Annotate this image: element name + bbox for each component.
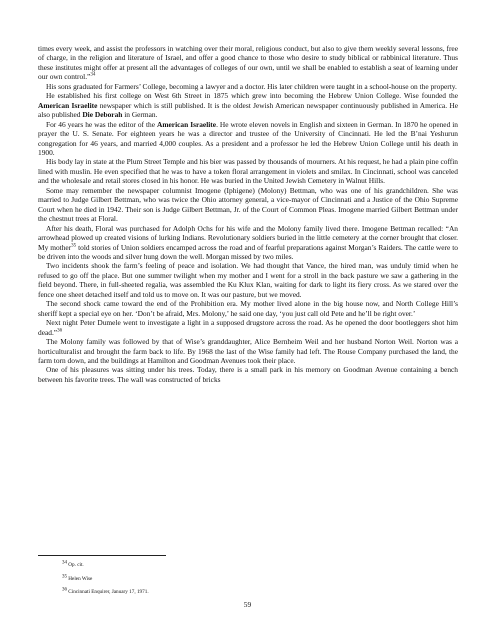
text-run: He established his first college on West 6th Street in 1875 which grew into becoming the Hebrew Union College. Wise founded the — [46, 91, 458, 101]
footnote-text: Helen Wise — [67, 575, 93, 582]
footnote-text: Cincinnati Enquirer, January 17, 1971. — [67, 589, 149, 595]
paragraph — [38, 120, 458, 158]
paragraph — [38, 224, 458, 262]
footnote-number: 36 — [62, 587, 67, 593]
page-number: 59 — [243, 600, 252, 609]
footnote-reference: 36 — [57, 328, 63, 334]
text-run: The Molony family was followed by that of Wise’s granddaughter, Alice Bernheim Weil and her husband Norton Weil. Norton was a horticulturalist and brought the farm back to life. By 1968 the last of the Wise family had left. The Rouse Company purchased the land, the farm torn down, and the buildings at Hamilton and Goodman Avenues took their place. — [38, 337, 458, 365]
text-run: For 46 years he was the editor of the — [46, 119, 158, 129]
footnote — [62, 573, 362, 582]
footnotes — [62, 562, 362, 603]
paragraph — [38, 318, 458, 337]
text-run: told stories of Union soldiers encamped across the road and of fearful preparations against Morgan’s Raiders. The cattle were to be driven into the woods and silver hung down the well. Morgan missed by two miles. — [38, 242, 458, 261]
text-run: newspaper which is still published. It is the oldest Jewish American newspaper continuously published in America. He also published — [38, 100, 458, 120]
footnote — [62, 562, 362, 568]
paragraph — [38, 365, 458, 384]
text-run: One of his pleasures was sitting under his trees. Today, there is a small park in his memory on Goodman Avenue containing a bench between his favorite trees. The wall was constructed of bricks — [38, 365, 458, 384]
paragraph — [38, 299, 458, 318]
text-run: His body lay in state at the Plum Street Temple and his bier was passed by thousands of mourners. At his request, he had a plain pine coffin lined with muslin. He even specified that he was to have a token floral arrangement in violets and smilax. In Cincinnati, school was canceled and the wholesale and retail stores closed in his honor. He was buried in the United Jewish Cemetery in Walnut Hills. — [38, 157, 458, 186]
text-run: Some may remember the newspaper columnist Imogene (Iphigene) (Molony) Bettman, who was one of his grandchildren. She was married to Judge Gilbert Bettman, who was twice the Ohio attorney general, a vice-mayor of Cincinnati and a Justice of the Ohio Supreme Court when he died in 1942. Their son is Judge Gilbert Bettman, Jr. of the Court of Common Pleas. Imogene married Gilbert Bettman under the chestnut trees at Floral. — [38, 185, 458, 224]
text-run: . He wrote eleven novels in English and sixteen in German. In 1870 he opened in prayer the U. S. Senate. For eighteen years he was a director and trustee of the University of Cincinnati. He led the B’nai Yeshurun congregation for 46 years, and married 4,000 couples. As a president and a professor he led the Hebrew Union College until his death in 1900. — [38, 119, 458, 157]
bold-title: American Israelite — [38, 100, 98, 110]
paragraph — [38, 337, 458, 365]
paragraph — [38, 82, 458, 91]
text-run: After his death, Floral was purchased for Adolph Ochs for his wife and the Molony family lived there. Imogene Bettman recalled: “An arrowhead plowed up created visions of lurking Indians. Revolutionary soldiers buried in the little cemetery at the corner brought that closer. My mother — [38, 223, 458, 252]
paragraph — [38, 91, 458, 119]
footnote-reference: 34 — [90, 72, 96, 78]
bold-title: American Israelite — [157, 119, 217, 129]
text-run: in German. — [122, 110, 158, 120]
text-run: times every week, and assist the professors in watching over their moral, religious conduct, but also to give them weekly several lessons, free of charge, in the religion and literature of Israel, and offer a good chance to those who desire to study biblical or rabbinical literature. Thus these institutes might offer at present all the advantages of colleges of our own, until we shall be enabled to establish a seat of learning under our own control.” — [38, 44, 458, 82]
paragraph — [38, 157, 458, 185]
text-run: Next night Peter Dumele went to investigate a light in a supposed drugstore across the road. As he opened the door bootleggers shot him dead.” — [38, 318, 458, 337]
bold-title: Die Deborah — [82, 110, 123, 120]
footnote-divider — [38, 555, 166, 556]
footnote-text: Op. cit. — [67, 562, 84, 568]
paragraph — [38, 261, 458, 299]
footnote — [62, 589, 362, 595]
text-run: The second shock came toward the end of the Prohibition era. My mother lived alone in the big house now, and North College Hill’s sheriff kept a special eye on her. ‘Don’t be afraid, Mrs. Molony,’ he said one day, ‘you just call old Pete and he’ll be right over.’ — [38, 299, 458, 318]
text-run: Two incidents shook the farm’s feeling of peace and isolation. We had thought that Vance, the hired man, was unduly timid when he refused to go off the place. But one summer twilight when my mother and I went for a stroll in the back pasture we saw a gathering in the field beyond. There, in full-sheeted regalia, was assembled the Ku Klux Klan, waiting for dark to light its fiery cross. As we stared over the fence one sheet detached itself and told us to move on. It was our pasture, but we moved. — [38, 261, 458, 299]
footnote-number: 34 — [62, 560, 67, 566]
paragraph — [38, 44, 458, 82]
paragraph — [38, 186, 458, 224]
body-text — [38, 44, 458, 384]
footnote-number: 35 — [62, 573, 67, 579]
text-run: His sons graduated for Farmers’ College, becoming a lawyer and a doctor. His later children were taught in a school-house on the property. — [46, 81, 457, 91]
footnote-reference: 35 — [71, 243, 77, 249]
